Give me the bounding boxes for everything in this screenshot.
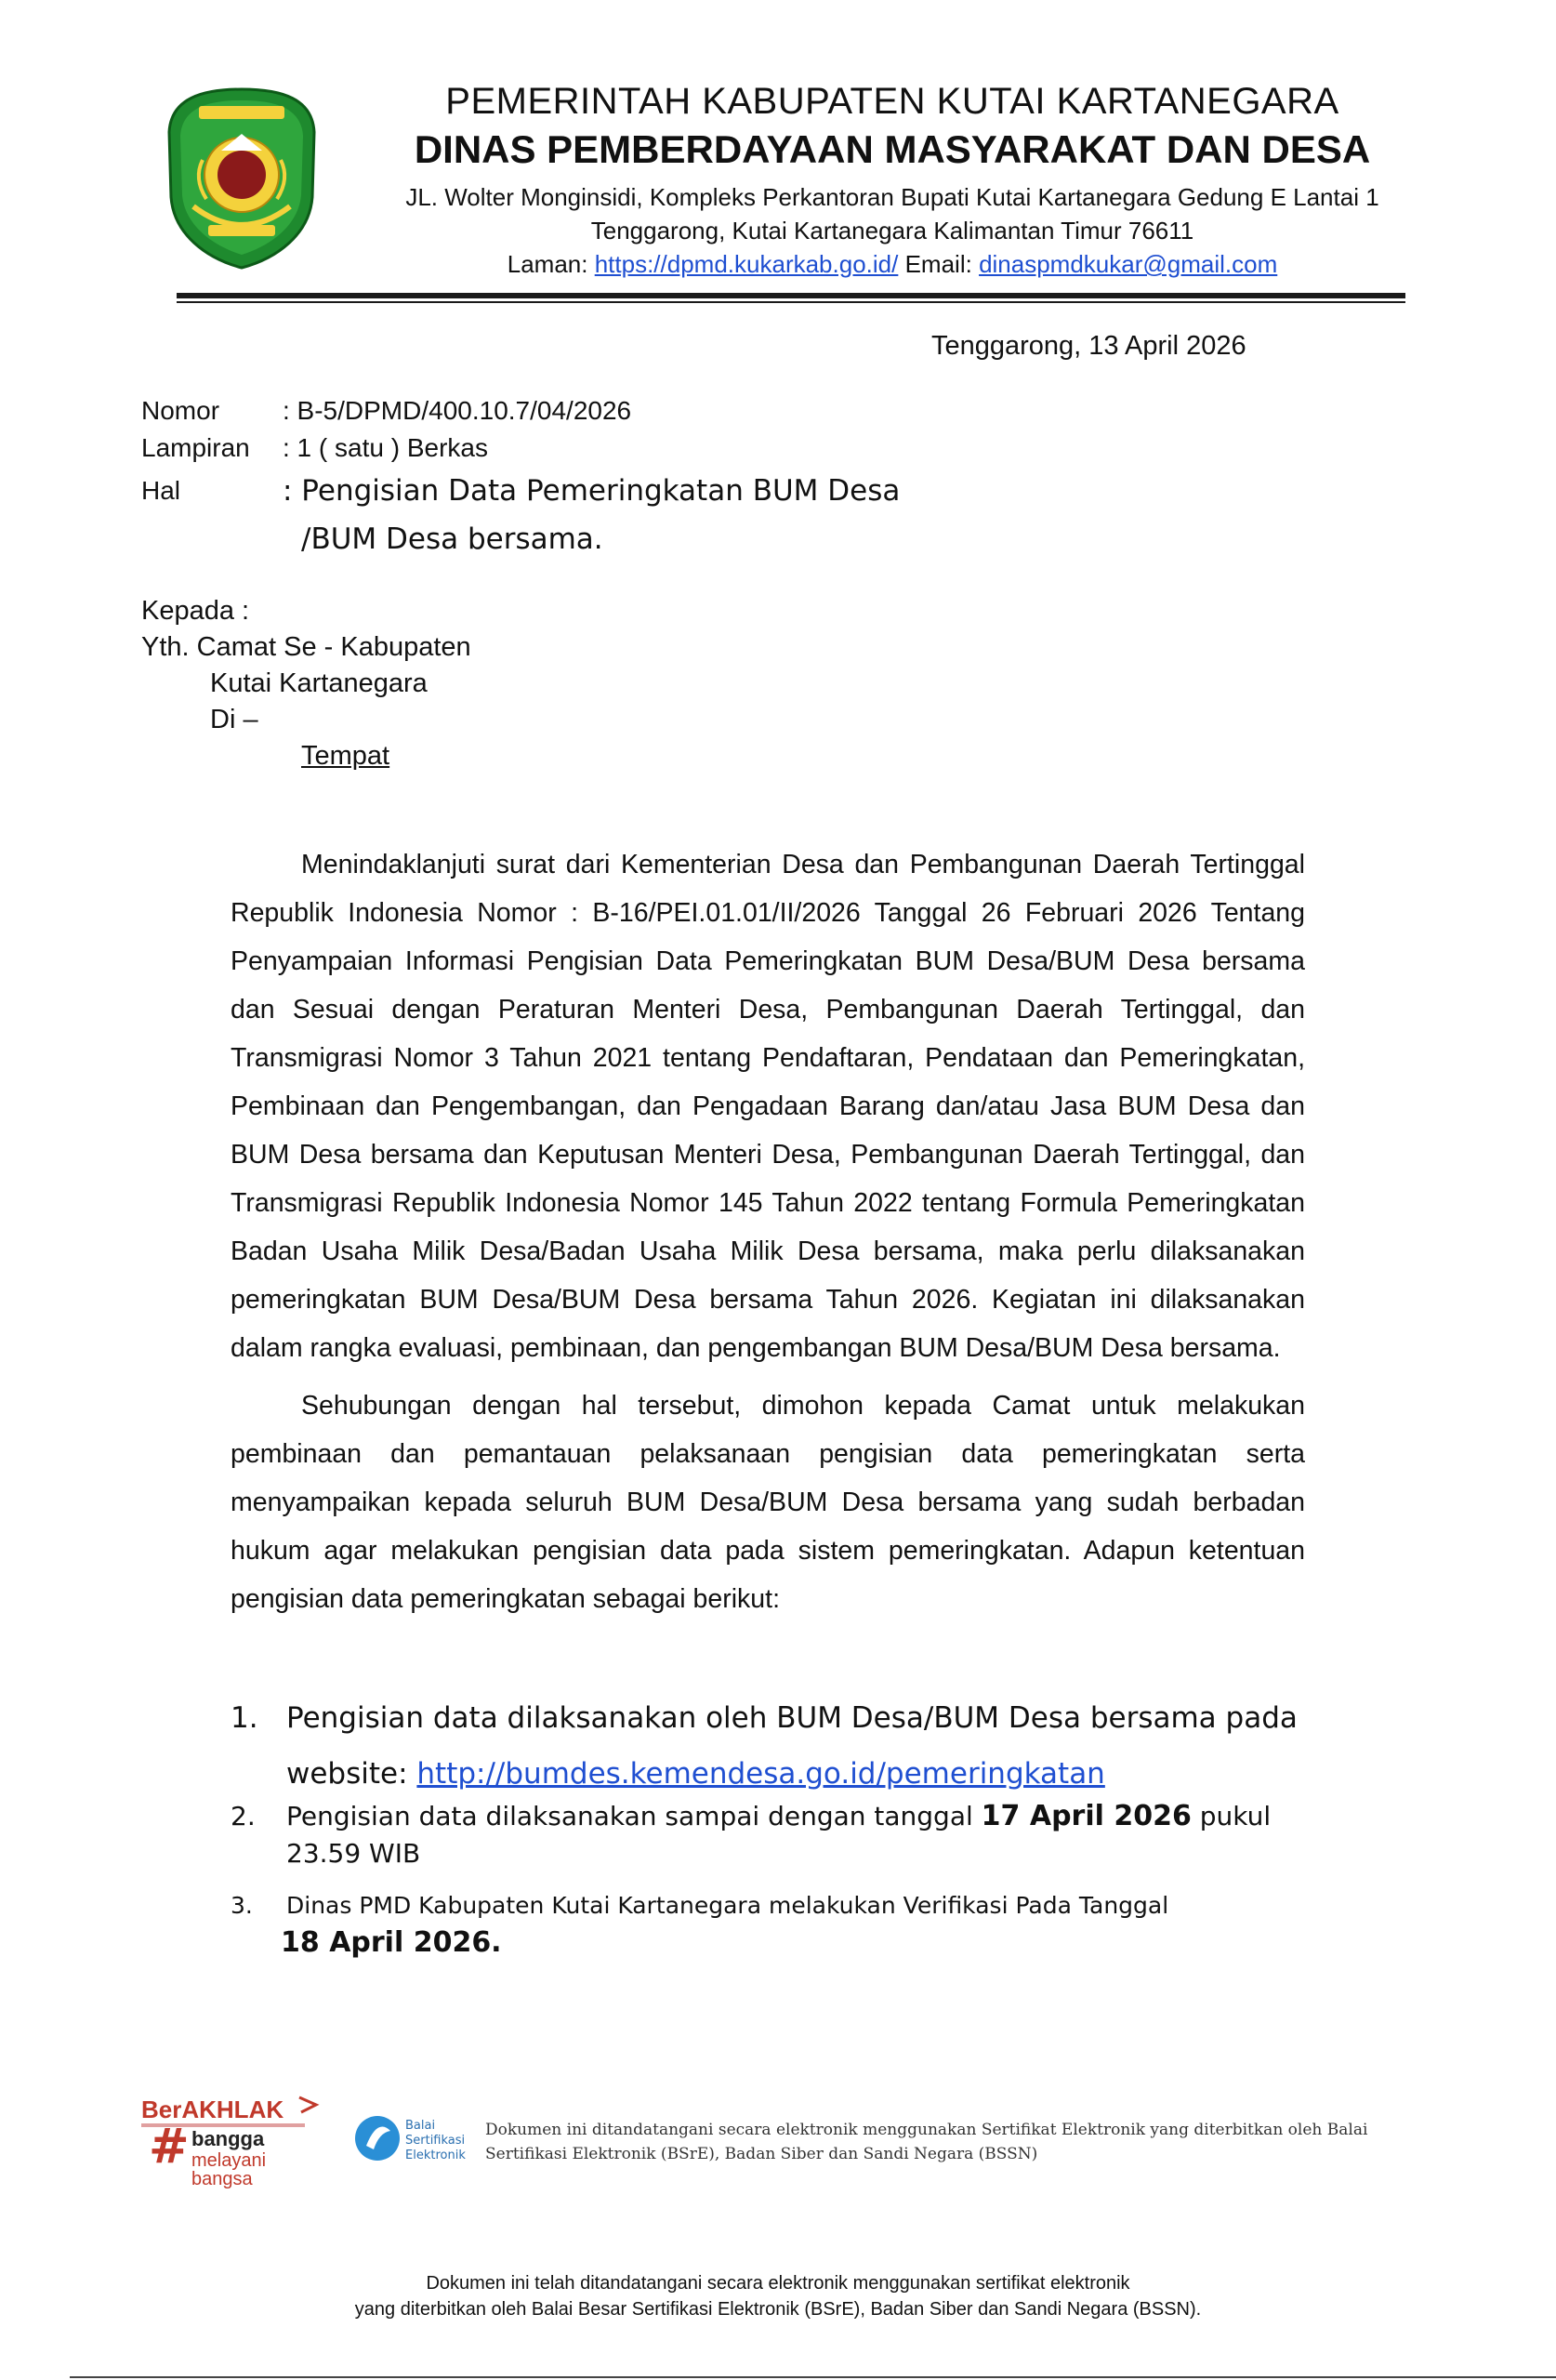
list-item-tail: pukul 23.59 WIB — [286, 1801, 1272, 1869]
nomor-value: : B-5/DPMD/400.10.7/04/2026 — [283, 396, 632, 425]
deadline-date: 17 April 2026 — [981, 1800, 1192, 1832]
meta-hal — [141, 467, 900, 515]
bsre-logo-line-1: Balai — [405, 2119, 436, 2133]
email-label: Email: — [904, 250, 972, 278]
kutai-kartanegara-emblem-icon — [165, 86, 319, 271]
recipient-tempat: Tempat — [301, 741, 390, 771]
nomor-label: Nomor — [141, 396, 220, 425]
body-paragraph-1: Menindaklanjuti surat dari Kementerian Desa dan Pembangunan Daerah Tertinggal Republik Indonesia Nomor : B-16/PEI.01.01/II/2026 Tanggal 26 Februari 2026 Tentang Penyampaian Informasi Pengisian Data Pemeringkatan BUM Desa/BUM Desa bersama dan Sesuai dengan Peraturan Menteri Desa, Pembangunan Daerah Tertinggal, dan Transmigrasi Nomor 3 Tahun 2021 tentang Pendaftaran, Pendataan dan Pemeringkatan, Pembinaan dan Pengembangan, dan Pengadaan Barang dan/atau Jasa BUM Desa dan BUM Desa bersama dan Keputusan Menteri Desa, Pembangunan Daerah Tertinggal, dan Transmigrasi Republik Indonesia Nomor 145 Tahun 2022 tentang Formula Pemeringkatan Badan Usaha Milik Desa/Badan Usaha Milik Desa bersama, maka perlu dilaksanakan pemeringkatan BUM Desa/BUM Desa bersama Tahun 2026. Kegiatan ini dilaksanakan dalam rangka evaluasi, pembinaan, dan pengembangan BUM Desa/BUM Desa bersama. — [231, 850, 1305, 1363]
list-item-text: Pengisian data dilaksanakan sampai dengan tanggal — [286, 1801, 982, 1831]
footer-note-line-2: yang diterbitkan oleh Balai Besar Sertifikasi Elektronik (BSrE), Badan Siber dan Sandi Negara (BSSN). — [354, 2299, 1202, 2320]
recipient-di: Di – — [210, 705, 258, 734]
bsre-logo — [353, 2112, 483, 2164]
berakhlak-tagline-3: bangsa — [191, 2169, 253, 2189]
letterhead-contact — [353, 247, 1431, 281]
letter-date: Tenggarong, 13 April 2026 — [931, 331, 1246, 361]
verification-date: 18 April 2026. — [281, 1926, 502, 1959]
letterhead-rule-thick — [177, 293, 1405, 298]
letterhead-rule-thin — [177, 301, 1405, 303]
recipient-region: Kutai Kartanegara — [210, 668, 428, 698]
berakhlak-logo — [139, 2090, 325, 2190]
footer-note — [0, 2270, 1556, 2322]
footer-rule — [70, 2376, 1556, 2378]
website-link[interactable]: https://dpmd.kukarkab.go.id/ — [594, 250, 899, 278]
berakhlak-tagline-2: melayani — [191, 2150, 267, 2171]
recipient-yth: Yth. Camat Se - Kabupaten — [141, 632, 471, 662]
meta-nomor — [141, 392, 900, 430]
berakhlak-tagline-1: bangga — [191, 2127, 265, 2150]
meta-lampiran — [141, 430, 900, 467]
list-number: 1. — [231, 1701, 258, 1735]
berakhlak-title: BerAKHLAK — [141, 2096, 284, 2123]
hal-label: Hal — [141, 476, 181, 505]
list-number: 3. — [231, 1892, 253, 1919]
letter-body — [231, 840, 1305, 1623]
hal-value: : Pengisian Data Pemeringkatan BUM Desa — [283, 474, 901, 508]
list-item-text: Pengisian data dilaksanakan oleh BUM Desa/BUM Desa bersama pada website: — [286, 1701, 1298, 1791]
letter-meta — [141, 392, 900, 563]
footer-note-line-1: Dokumen ini telah ditandatangani secara elektronik menggunakan sertifikat elektronik — [426, 2273, 1130, 2294]
letterhead — [353, 78, 1431, 281]
svg-text:#: # — [149, 2119, 190, 2175]
hal-value-continued: /BUM Desa bersama. — [301, 522, 603, 556]
letterhead-government: PEMERINTAH KABUPATEN KUTAI KARTANEGARA — [445, 81, 1339, 122]
bsre-logo-line-2: Sertifikasi — [405, 2134, 466, 2148]
bsre-signature-note: Dokumen ini ditandatangani secara elektronik menggunakan Sertifikat Elektronik yang diterbitkan oleh Balai Sertifikasi Elektronik (BSrE), Badan Siber dan Sandi Negara (BSSN) — [485, 2121, 1368, 2163]
lampiran-label: Lampiran — [141, 433, 250, 462]
email-link[interactable]: dinaspmdkukar@gmail.com — [979, 250, 1278, 278]
bsre-logo-line-3: Elektronik — [405, 2149, 466, 2162]
letterhead-agency: DINAS PEMBERDAYAAN MASYARAKAT DAN DESA — [414, 127, 1371, 171]
website-label: Laman: — [507, 250, 588, 278]
recipient — [141, 593, 471, 774]
list-item-text: Dinas PMD Kabupaten Kutai Kartanegara melakukan Verifikasi Pada Tanggal — [286, 1892, 1169, 1919]
pemeringkatan-link[interactable]: http://bumdes.kemendesa.go.id/pemeringkatan — [416, 1757, 1105, 1791]
lampiran-value: : 1 ( satu ) Berkas — [283, 433, 488, 462]
list-number: 2. — [231, 1801, 256, 1831]
letterhead-address: JL. Wolter Monginsidi, Kompleks Perkantoran Bupati Kutai Kartanegara Gedung E Lantai 1 — [405, 183, 1379, 211]
recipient-kepada: Kepada : — [141, 596, 250, 626]
letterhead-city: Tenggarong, Kutai Kartanegara Kalimantan Timur 76611 — [590, 217, 1194, 245]
body-paragraph-2: Sehubungan dengan hal tersebut, dimohon kepada Camat untuk melakukan pembinaan dan pemantauan pelaksanaan pengisian data pemeringkatan serta menyampaikan kepada seluruh BUM Desa/BUM Desa bersama yang sudah berbadan hukum agar melakukan pengisian data pada sistem pemeringkatan. Adapun ketentuan pengisian data pemeringkatan sebagai berikut: — [231, 1391, 1305, 1614]
